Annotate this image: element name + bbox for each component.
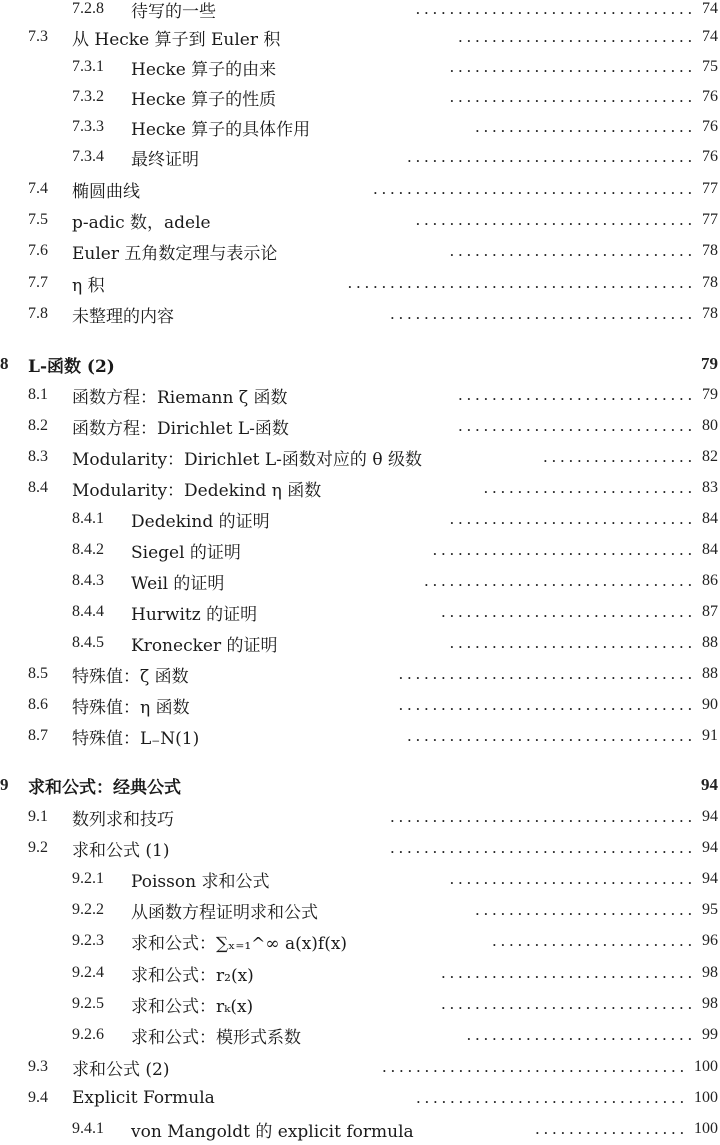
toc-entry-title[interactable]: 求和公式：r₂(x)	[131, 965, 254, 986]
toc-entry-title[interactable]: Hecke 算子的性质	[131, 89, 277, 110]
toc-entry-number: 7.5	[28, 211, 48, 228]
toc-subsection-row[interactable]	[0, 81, 720, 113]
toc-entry-number: 7.7	[28, 274, 48, 291]
toc-entry-title[interactable]: 求和公式 (2)	[72, 1059, 170, 1080]
toc-leader-dots: . . . . . . . . . . . . . . . . . . . . . . . . . . . .	[458, 27, 692, 46]
toc-subsection-row[interactable]	[0, 534, 720, 566]
toc-entry-page-number: 90	[702, 696, 718, 713]
toc-entry-page-number: 91	[702, 727, 718, 744]
toc-subsection-row[interactable]	[0, 111, 720, 143]
toc-subsection-row[interactable]	[0, 141, 720, 173]
toc-entry-title[interactable]: 从函数方程证明求和公式	[131, 902, 318, 923]
toc-entry-page-number: 88	[702, 634, 718, 651]
toc-entry-title[interactable]: Explicit Formula	[72, 1088, 215, 1108]
toc-entry-page-number: 94	[701, 775, 718, 794]
toc-entry-number: 7.4	[28, 180, 48, 197]
toc-leader-dots: . . . . . . . . . . . . . . . . . . . . . . . . . . . . . . . .	[416, 1088, 684, 1107]
toc-leader-dots: . . . . . . . . . . . . . . . . . . . . . . . . . . . . .	[449, 869, 692, 888]
toc-entry-page-number: 74	[702, 0, 718, 17]
toc-leader-dots: . . . . . . . . . . . . . . . . . . . . . . . . . . . .	[458, 385, 692, 404]
toc-leader-dots: . . . . . . . . . . . . . . . . . . . . . . . . . . . . . .	[441, 994, 692, 1013]
toc-leader-dots: . . . . . . . . . . . . . . . . . . . . . . . . . . . . . .	[441, 963, 692, 982]
toc-entry-number: 7.3	[28, 28, 48, 45]
toc-entry-number: 7.3.3	[72, 118, 104, 135]
toc-section-row[interactable]	[0, 832, 720, 864]
toc-entry-page-number: 77	[702, 211, 718, 228]
toc-leader-dots: . . . . . . . . . . . . . . . . . . . . . . . . . . . . . .	[441, 602, 692, 621]
toc-entry-page-number: 100	[694, 1058, 718, 1075]
toc-entry-page-number: 95	[702, 901, 718, 918]
toc-entry-page-number: 77	[702, 180, 718, 197]
toc-entry-page-number: 94	[702, 808, 718, 825]
toc-subsection-row[interactable]	[0, 925, 720, 957]
toc-entry-number: 8.5	[28, 665, 48, 682]
toc-entry-page-number: 96	[702, 932, 718, 949]
toc-subsection-row[interactable]	[0, 1113, 720, 1145]
toc-entry-page-number: 100	[694, 1120, 718, 1137]
toc-entry-title[interactable]: 特殊值：L₋N(1)	[72, 728, 200, 749]
toc-subsection-row[interactable]	[0, 894, 720, 926]
toc-entry-title[interactable]: p-adic 数，adele	[72, 212, 211, 233]
toc-entry-title[interactable]: Kronecker 的证明	[131, 635, 278, 656]
toc-entry-title[interactable]: Modularity：Dirichlet L-函数对应的 θ 级数	[72, 449, 422, 470]
toc-leader-dots: . . . . . . . . . . . . . . . . . . . . . . . . . . .	[466, 1025, 692, 1044]
toc-subsection-row[interactable]	[0, 596, 720, 628]
toc-leader-dots: . . . . . . . . . . . . . . . . . . . . . . . . . . . .	[458, 416, 692, 435]
toc-entry-page-number: 79	[701, 354, 718, 373]
toc-entry-number: 9.2.2	[72, 901, 104, 918]
toc-section-row[interactable]	[0, 1051, 720, 1083]
toc-entry-title[interactable]: 待写的一些	[131, 1, 216, 22]
toc-entry-number: 8.4.5	[72, 634, 104, 651]
toc-subsection-row[interactable]	[0, 988, 720, 1020]
toc-leader-dots: . . . . . . . . . . . . . . . . . . . . . . . .	[492, 931, 692, 950]
toc-entry-title[interactable]: Siegel 的证明	[131, 542, 241, 563]
toc-entry-number: 7.2.8	[72, 0, 104, 17]
toc-section-row[interactable]	[0, 472, 720, 504]
toc-entry-page-number: 79	[702, 386, 718, 403]
toc-leader-dots: . . . . . . . . . . . . . . . . . . . . . . . . . . . . . . . . .	[415, 210, 692, 229]
toc-entry-title[interactable]: 求和公式 (1)	[72, 840, 170, 861]
toc-leader-dots: . . . . . . . . . . . . . . . . . . . . . . . . . . . . .	[449, 633, 692, 652]
toc-subsection-row[interactable]	[0, 1019, 720, 1051]
toc-leader-dots: . . . . . . . . . . . . . . . . . . . . . . . . . .	[475, 117, 692, 136]
toc-entry-number: 9.3	[28, 1058, 48, 1075]
toc-section-row[interactable]	[0, 267, 720, 299]
toc-entry-page-number: 100	[694, 1089, 718, 1106]
toc-entry-page-number: 78	[702, 242, 718, 259]
toc-entry-title[interactable]: 未整理的内容	[72, 306, 174, 327]
toc-entry-title[interactable]: Dedekind 的证明	[131, 511, 270, 532]
toc-section-row[interactable]	[0, 658, 720, 690]
toc-section-row[interactable]	[0, 1082, 720, 1114]
toc-entry-number: 9.4.1	[72, 1120, 104, 1137]
toc-leader-dots: . . . . . . . . . . . . . . . . . . . . . . . . . . . . . . .	[432, 540, 692, 559]
toc-leader-dots: . . . . . . . . . . . . . . . . . . . . . . . . . . . . .	[449, 241, 692, 260]
toc-leader-dots: . . . . . . . . . . . . . . . . . . . . . . . . . . . . . . . . . .	[407, 726, 692, 745]
toc-entry-page-number: 84	[702, 510, 718, 527]
toc-entry-title[interactable]: η 积	[72, 275, 105, 296]
toc-leader-dots: . . . . . . . . . . . . . . . . . . . . . . . . . . . . . . . . . .	[407, 147, 692, 166]
toc-entry-page-number: 76	[702, 118, 718, 135]
toc-entry-number: 9.2.4	[72, 964, 104, 981]
toc-section-row[interactable]	[0, 204, 720, 236]
toc-leader-dots: . . . . . . . . . . . . . . . . . . . . . . . . . . . . . . . . . . . .	[390, 807, 692, 826]
toc-entry-page-number: 82	[702, 448, 718, 465]
toc-entry-page-number: 74	[702, 28, 718, 45]
toc-entry-title[interactable]: L-函数 (2)	[28, 356, 115, 377]
toc-section-row[interactable]	[0, 298, 720, 330]
toc-entry-number: 9.2.6	[72, 1026, 104, 1043]
toc-entry-page-number: 83	[702, 479, 718, 496]
toc-entry-number: 8.4.1	[72, 510, 104, 527]
toc-entry-number: 7.3.4	[72, 148, 104, 165]
toc-entry-page-number: 84	[702, 541, 718, 558]
toc-chapter-row[interactable]	[0, 769, 720, 801]
toc-leader-dots: . . . . . . . . . . . . . . . . . . . . . . . . . . . . . . . .	[424, 571, 692, 590]
toc-leader-dots: . . . . . . . . . . . . . . . . . . . . . . . . . . . . . . . . .	[415, 0, 692, 18]
toc-subsection-row[interactable]	[0, 565, 720, 597]
toc-entry-number: 7.3.2	[72, 88, 104, 105]
toc-entry-number: 8.4.2	[72, 541, 104, 558]
toc-entry-title[interactable]: 从 Hecke 算子到 Euler 积	[72, 29, 281, 50]
toc-entry-number: 7.3.1	[72, 58, 104, 75]
toc-entry-page-number: 78	[702, 274, 718, 291]
toc-section-row[interactable]	[0, 379, 720, 411]
toc-section-row[interactable]	[0, 720, 720, 752]
toc-entry-number: 8	[0, 354, 9, 373]
toc-entry-page-number: 80	[702, 417, 718, 434]
toc-entry-page-number: 76	[702, 88, 718, 105]
toc-subsection-row[interactable]	[0, 503, 720, 535]
toc-entry-number: 9.2	[28, 839, 48, 856]
toc-section-row[interactable]	[0, 235, 720, 267]
toc-entry-page-number: 75	[702, 58, 718, 75]
toc-subsection-row[interactable]	[0, 627, 720, 659]
toc-entry-title[interactable]: Hecke 算子的具体作用	[131, 119, 311, 140]
toc-section-row[interactable]	[0, 410, 720, 442]
toc-entry-title[interactable]: von Mangoldt 的 explicit formula	[131, 1121, 414, 1142]
toc-leader-dots: . . . . . . . . . . . . . . . . . . . . . . . . . . . . .	[449, 509, 692, 528]
toc-entry-number: 9.2.5	[72, 995, 104, 1012]
toc-entry-number: 9.1	[28, 808, 48, 825]
toc-leader-dots: . . . . . . . . . . . . . . . . . . . . . . . . . . . . . . . . . . .	[398, 664, 692, 683]
toc-section-row[interactable]	[0, 441, 720, 473]
toc-leader-dots: . . . . . . . . . . . . . . . . . . . . . . . . . . . . .	[449, 87, 692, 106]
toc-entry-title[interactable]: Modularity：Dedekind η 函数	[72, 480, 322, 501]
toc-entry-title[interactable]: Hurwitz 的证明	[131, 604, 258, 625]
toc-entry-title[interactable]: 最终证明	[131, 149, 199, 170]
toc-entry-page-number: 94	[702, 870, 718, 887]
toc-entry-title[interactable]: 特殊值：ζ 函数	[72, 666, 189, 687]
toc-subsection-row[interactable]	[0, 51, 720, 83]
toc-entry-page-number: 94	[702, 839, 718, 856]
toc-leader-dots: . . . . . . . . . . . . . . . . . . . . . . . . . . . . . . . . . . . . . . . . .	[347, 273, 692, 292]
toc-entry-title[interactable]: 求和公式：模形式系数	[131, 1027, 301, 1048]
toc-entry-number: 8.6	[28, 696, 48, 713]
toc-entry-page-number: 98	[702, 964, 718, 981]
toc-section-row[interactable]	[0, 689, 720, 721]
toc-entry-number: 7.8	[28, 305, 48, 322]
toc-entry-title[interactable]: Euler 五角数定理与表示论	[72, 243, 278, 264]
toc-leader-dots: . . . . . . . . . . . . . . . . . .	[535, 1119, 684, 1138]
toc-entry-number: 8.3	[28, 448, 48, 465]
toc-entry-page-number: 78	[702, 305, 718, 322]
toc-entry-title[interactable]: 求和公式：∑ₓ₌₁^∞ a(x)f(x)	[131, 933, 348, 954]
toc-entry-number: 9.2.1	[72, 870, 104, 887]
toc-leader-dots: . . . . . . . . . . . . . . . . . . . . . . . . . . . . . . . . . . . .	[390, 838, 692, 857]
toc-entry-page-number: 88	[702, 665, 718, 682]
toc-entry-page-number: 87	[702, 603, 718, 620]
toc-entry-title[interactable]: Poisson 求和公式	[131, 871, 270, 892]
toc-entry-number: 8.7	[28, 727, 48, 744]
toc-subsection-row[interactable]	[0, 957, 720, 989]
toc-leader-dots: . . . . . . . . . . . . . . . . . . . . . . . . . . . . . . . . . . . .	[390, 304, 692, 323]
toc-entry-title[interactable]: 特殊值：η 函数	[72, 697, 190, 718]
toc-entry-page-number: 98	[702, 995, 718, 1012]
toc-chapter-row[interactable]	[0, 348, 720, 380]
toc-leader-dots: . . . . . . . . . . . . . . . . . . . . . . . . . .	[475, 900, 692, 919]
toc-entry-page-number: 86	[702, 572, 718, 589]
toc-entry-page-number: 76	[702, 148, 718, 165]
toc-leader-dots: . . . . . . . . . . . . . . . . . . . . . . . . . . . . . . . . . . . .	[382, 1057, 684, 1076]
toc-section-row[interactable]	[0, 801, 720, 833]
toc-entry-title[interactable]: 椭圆曲线	[72, 181, 140, 202]
toc-entry-title[interactable]: 函数方程：Riemann ζ 函数	[72, 387, 288, 408]
toc-leader-dots: . . . . . . . . . . . . . . . . . . . . . . . . . . . . . . . . . . . . . .	[373, 179, 692, 198]
toc-leader-dots: . . . . . . . . . . . . . . . . . . . . . . . . . . . . . . . . . . .	[398, 695, 692, 714]
toc-entry-number: 8.2	[28, 417, 48, 434]
toc-entry-number: 8.4.3	[72, 572, 104, 589]
toc-entry-number: 9	[0, 775, 9, 794]
toc-section-row[interactable]	[0, 173, 720, 205]
toc-entry-number: 8.4.4	[72, 603, 104, 620]
toc-leader-dots: . . . . . . . . . . . . . . . . . . . . . . . . . . . . .	[449, 57, 692, 76]
toc-subsection-row[interactable]	[0, 863, 720, 895]
toc-entry-title[interactable]: Hecke 算子的由来	[131, 59, 277, 80]
toc-entry-title[interactable]: Weil 的证明	[131, 573, 225, 594]
toc-leader-dots: . . . . . . . . . . . . . . . . . .	[543, 447, 692, 466]
toc-section-row[interactable]	[0, 21, 720, 53]
toc-entry-title[interactable]: 数列求和技巧	[72, 809, 174, 830]
toc-entry-title[interactable]: 求和公式：rₖ(x)	[131, 996, 254, 1017]
toc-entry-number: 8.1	[28, 386, 48, 403]
toc-entry-number: 8.4	[28, 479, 48, 496]
toc-entry-page-number: 99	[702, 1026, 718, 1043]
toc-leader-dots: . . . . . . . . . . . . . . . . . . . . . . . . .	[483, 478, 692, 497]
toc-entry-number: 9.4	[28, 1089, 48, 1106]
toc-entry-title[interactable]: 函数方程：Dirichlet L-函数	[72, 418, 289, 439]
toc-entry-number: 9.2.3	[72, 932, 104, 949]
toc-entry-number: 7.6	[28, 242, 48, 259]
toc-entry-title[interactable]: 求和公式：经典公式	[28, 777, 181, 798]
